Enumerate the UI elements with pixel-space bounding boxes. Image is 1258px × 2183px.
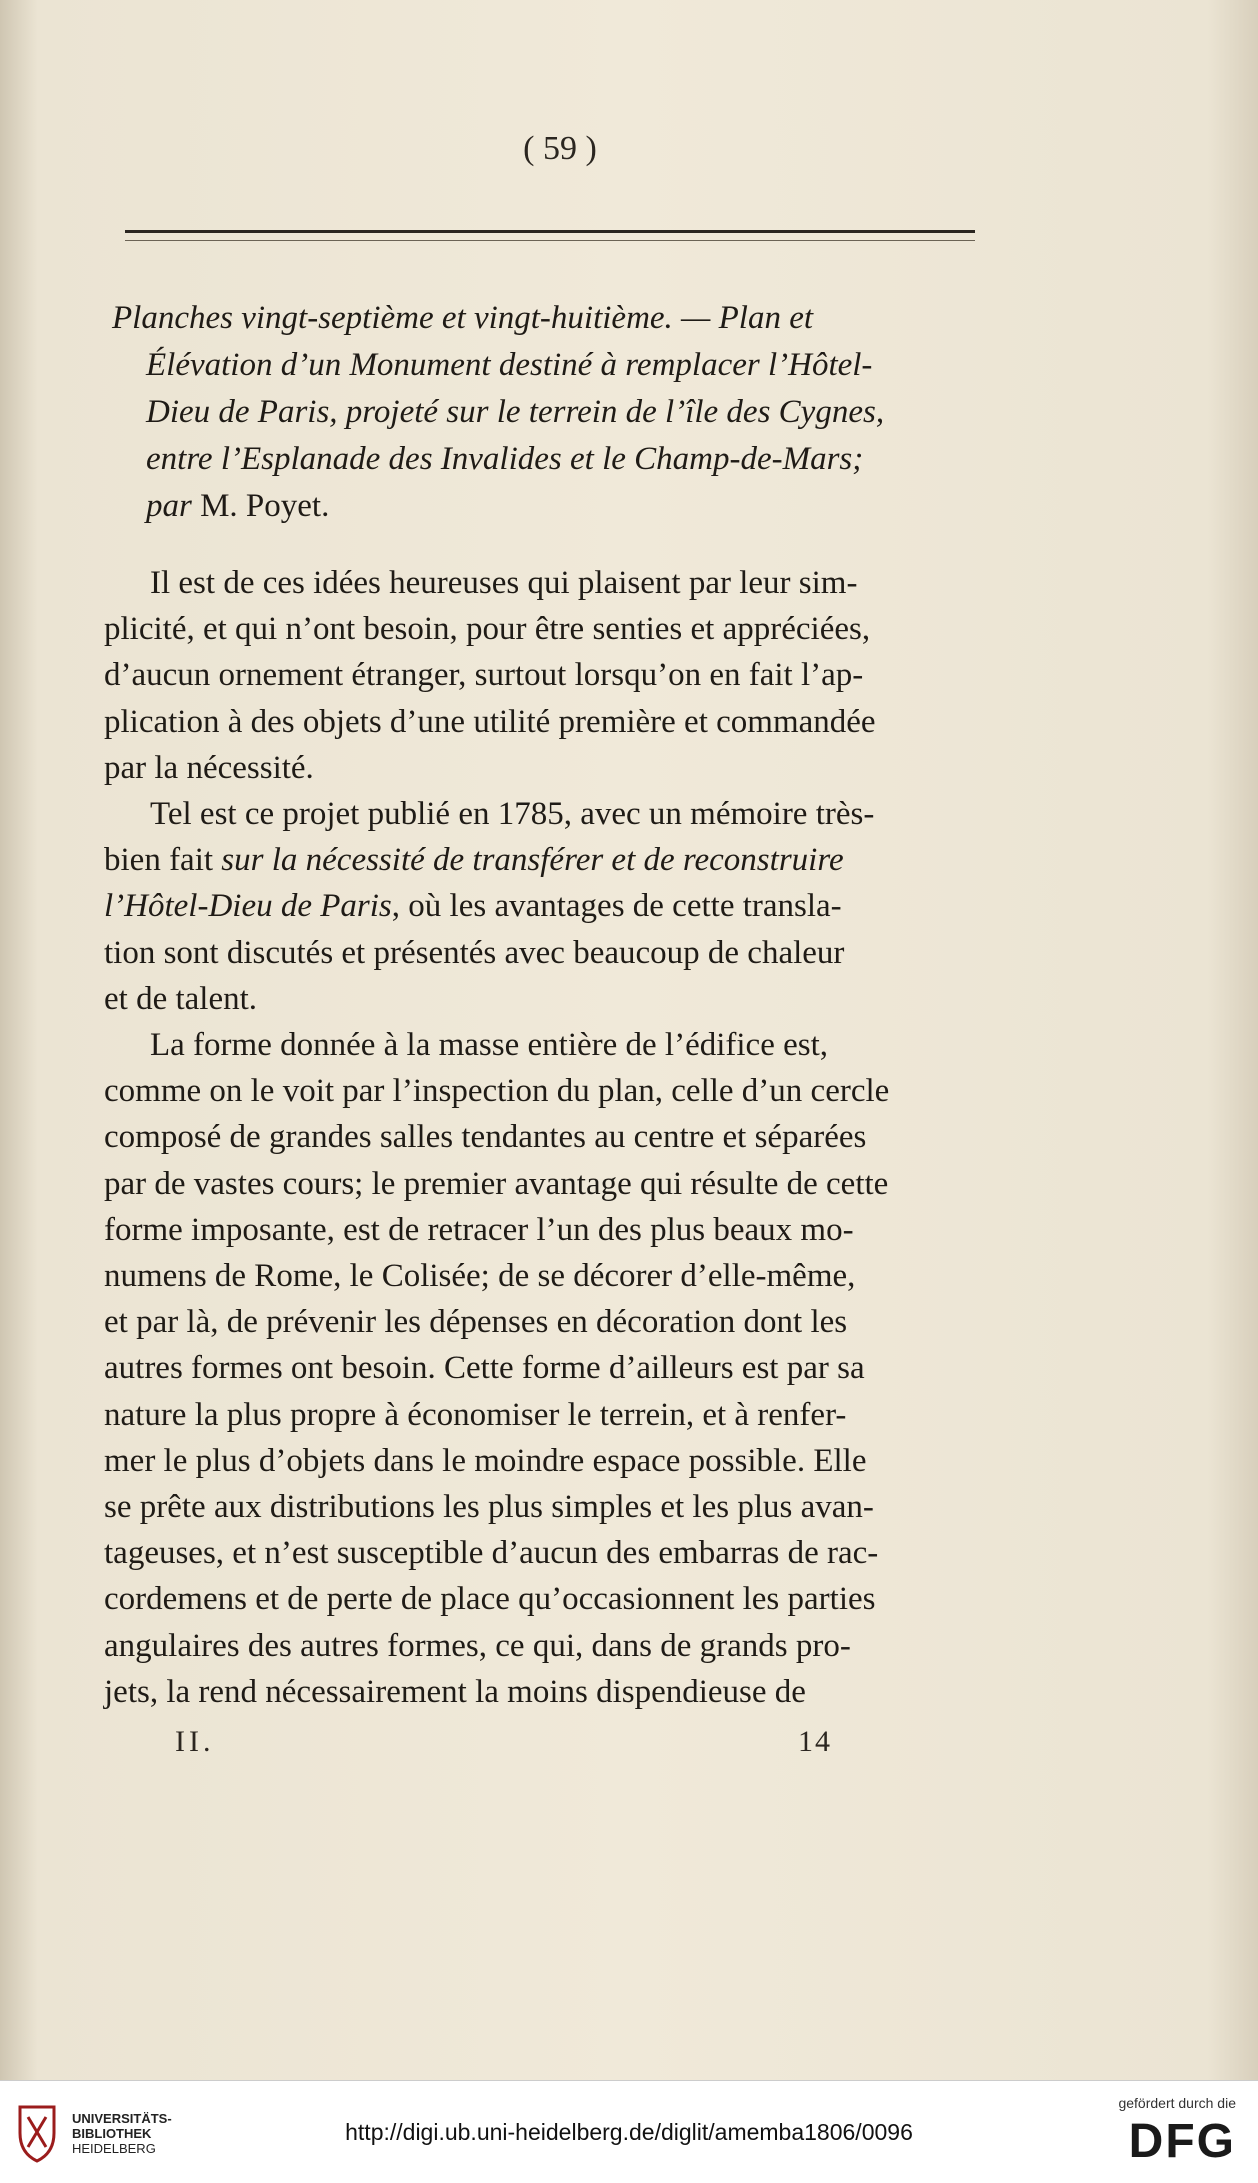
plain-text: bien fait	[104, 842, 222, 879]
paragraph-1-line: d’aucun ornement étranger, surtout lorsqu’on en fait l’ap-	[104, 657, 864, 694]
heading-line: Dieu de Paris, projeté sur le terrein de l’île des Cygnes,	[146, 394, 885, 430]
byline-author: M. Poyet.	[200, 488, 330, 524]
paragraph-3-line: angulaires des autres formes, ce qui, dans de grands pro-	[104, 1627, 851, 1664]
paragraph-1-line: plicité, et qui n’ont besoin, pour être senties et appréciées,	[104, 611, 871, 648]
heading-line: entre l’Esplanade des Invalides et le Champ-de-Mars;	[146, 441, 864, 477]
paragraph-3-line: se prête aux distributions les plus simples et les plus avan-	[104, 1489, 874, 1526]
paragraph-2-line: et de talent.	[104, 980, 258, 1017]
paragraph-3-line: La forme donnée à la masse entière de l’édifice est,	[150, 1027, 828, 1064]
library-name-line: BIBLIOTHEK	[72, 2126, 152, 2141]
paragraph-1-line: Il est de ces idées heureuses qui plaisent par leur sim-	[150, 565, 858, 601]
paragraph-3-line: et par là, de prévenir les dépenses en décoration dont les	[104, 1304, 848, 1341]
paragraph-3-line: nature la plus propre à économiser le terrein, et à renfer-	[104, 1396, 847, 1433]
paragraph-3-line: cordemens et de perte de place qu’occasionnent les parties	[104, 1581, 876, 1618]
paragraph-2-line: tion sont discutés et présentés avec beaucoup de chaleur	[104, 934, 845, 971]
paragraph-3-line: composé de grandes salles tendantes au centre et séparées	[104, 1119, 867, 1156]
header-rule-thin	[125, 240, 975, 241]
paragraph-3-line: comme on le voit par l’inspection du plan, celle d’un cercle	[104, 1073, 890, 1110]
heading-line: Élévation d’un Monument destiné à remplacer l’Hôtel-	[146, 347, 873, 383]
byline-prefix: par	[146, 488, 192, 524]
signature-mark-left: II.	[175, 1725, 215, 1758]
paragraph-3-line: jets, la rend nécessairement la moins dispendieuse de	[104, 1673, 806, 1710]
signature-mark-right: 14	[798, 1725, 832, 1758]
paragraph-3-line: tageuses, et n’est susceptible d’aucun des embarras de rac-	[104, 1535, 879, 1572]
funder-label: gefördert durch die	[1118, 2095, 1236, 2111]
paragraph-3-line: mer le plus d’objets dans le moindre espace possible. Elle	[104, 1442, 867, 1479]
italic-title: sur la nécessité de transférer et de reconstruire	[221, 842, 844, 879]
paragraph-3-line: par de vastes cours; le premier avantage qui résulte de cette	[104, 1165, 889, 1202]
section-heading	[112, 295, 992, 530]
header-rule	[125, 230, 975, 233]
library-name-line: UNIVERSITÄTS-	[72, 2111, 172, 2126]
paragraph-3-line: autres formes ont besoin. Cette forme d’ailleurs est par sa	[104, 1350, 865, 1387]
heading-line: Planches vingt-septième et vingt-huitième. — Plan et	[112, 300, 814, 336]
body-text	[104, 560, 984, 1715]
library-name-line: HEIDELBERG	[72, 2141, 156, 2156]
footer-bar	[0, 2080, 1258, 2183]
paragraph-2-line	[104, 883, 984, 929]
paragraph-2-line: Tel est ce projet publié en 1785, avec un mémoire très-	[150, 796, 875, 833]
permalink-url[interactable]: http://digi.ub.uni-heidelberg.de/diglit/amemba1806/0096	[345, 2119, 913, 2145]
dfg-logo: DFG	[1128, 2115, 1236, 2168]
paragraph-3-line: forme imposante, est de retracer l’un des plus beaux mo-	[104, 1211, 854, 1248]
paragraph-1-line: plication à des objets d’une utilité première et commandée	[104, 703, 876, 740]
paragraph-1-line: par la nécessité.	[104, 749, 314, 786]
paragraph-3-line: numens de Rome, le Colisée; de se décorer d’elle-même,	[104, 1258, 856, 1295]
plain-text: , où les avantages de cette transla-	[391, 888, 842, 925]
heading-byline	[112, 483, 992, 530]
paragraph-2-line	[104, 837, 984, 883]
page-number: ( 59 )	[523, 130, 597, 167]
italic-title: l’Hôtel-Dieu de Paris	[104, 888, 392, 925]
